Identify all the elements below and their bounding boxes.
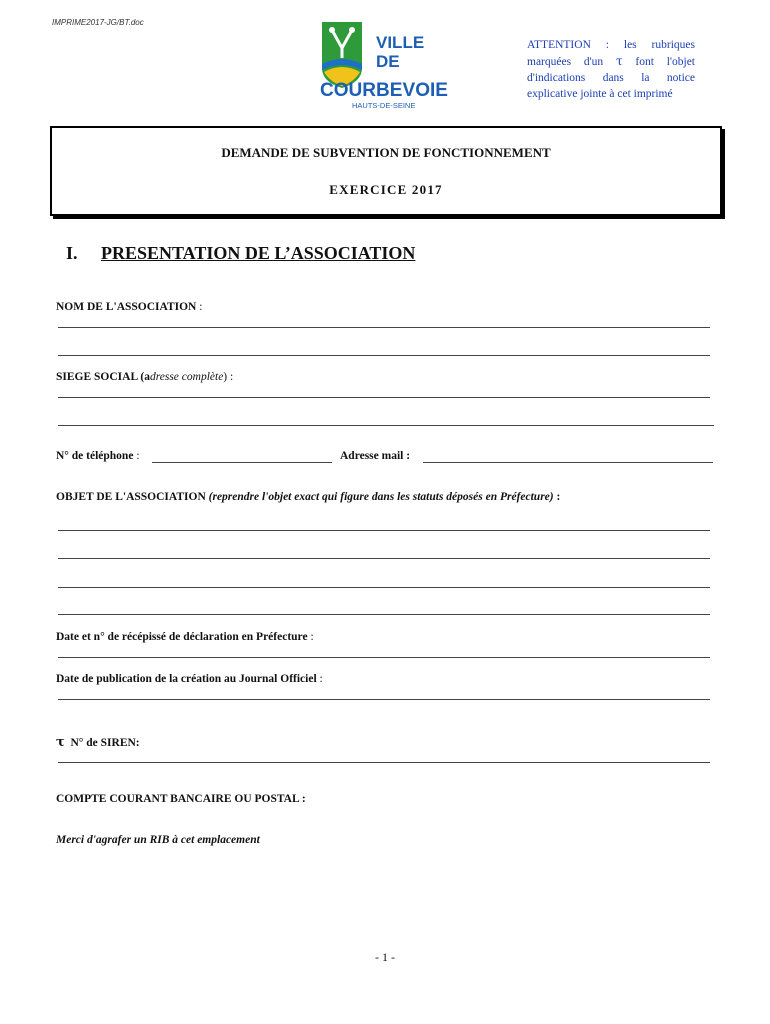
attention-text: ATTENTION : les rubriques marquées d'un [527,39,695,68]
tau-symbol: τ [615,54,623,68]
logo-text-courbevoie: COURBEVOIE [320,80,448,101]
attention-text-rest: font l'objet d'indications dans la notice explicative jointe à cet imprimé [527,56,696,100]
rib-note: Merci d'agrafer un RIB à cet emplacement [56,834,260,846]
field-label-siren: τ N° de SIREN: [56,735,140,750]
city-logo [318,20,458,112]
input-line-objet-3[interactable] [58,587,710,588]
tau-symbol: τ [56,735,65,750]
document-filename: IMPRIME2017-JG/BT.doc [52,18,144,27]
page-number: - 1 - [375,950,395,964]
exercise-year: EXERCICE 2017 [329,182,443,197]
field-label-objet: OBJET DE L'ASSOCIATION (reprendre l'objet exact qui figure dans les statuts déposés en Préfecture) : [56,491,561,503]
logo-text-ville: VILLE [376,33,425,52]
logo-text-de: DE [376,52,400,71]
section-number: I. [66,243,78,263]
field-label-telephone: N° de téléphone : [56,450,140,462]
input-line-publication[interactable] [58,699,710,700]
input-line-mail[interactable] [423,462,713,463]
input-line-telephone[interactable] [152,462,332,463]
input-line-nom-1[interactable] [58,327,710,328]
input-line-siege-1[interactable] [58,397,710,398]
field-label-compte: COMPTE COURANT BANCAIRE OU POSTAL : [56,793,306,805]
input-line-nom-2[interactable] [58,355,710,356]
form-title: DEMANDE DE SUBVENTION DE FONCTIONNEMENT [221,145,551,160]
field-label-recepisse: Date et n° de récépissé de déclaration en Préfecture : [56,631,314,643]
input-line-objet-4[interactable] [58,614,710,615]
field-label-publication: Date de publication de la création au Journal Officiel : [56,673,323,685]
logo-text-department: HAUTS-DE-SEINE [352,101,416,110]
field-label-nom: NOM DE L'ASSOCIATION : [56,301,203,313]
section-title: PRESENTATION DE L’ASSOCIATION [101,243,416,263]
field-label-siege: SIEGE SOCIAL (adresse complète) : [56,371,234,383]
title-box [50,126,722,216]
input-line-recepisse[interactable] [58,657,710,658]
input-line-objet-1[interactable] [58,530,710,531]
attention-note [527,37,695,102]
input-line-objet-2[interactable] [58,558,710,559]
input-line-siege-2[interactable] [58,425,714,426]
input-line-siren[interactable] [58,762,710,763]
field-label-mail: Adresse mail : [340,450,411,462]
